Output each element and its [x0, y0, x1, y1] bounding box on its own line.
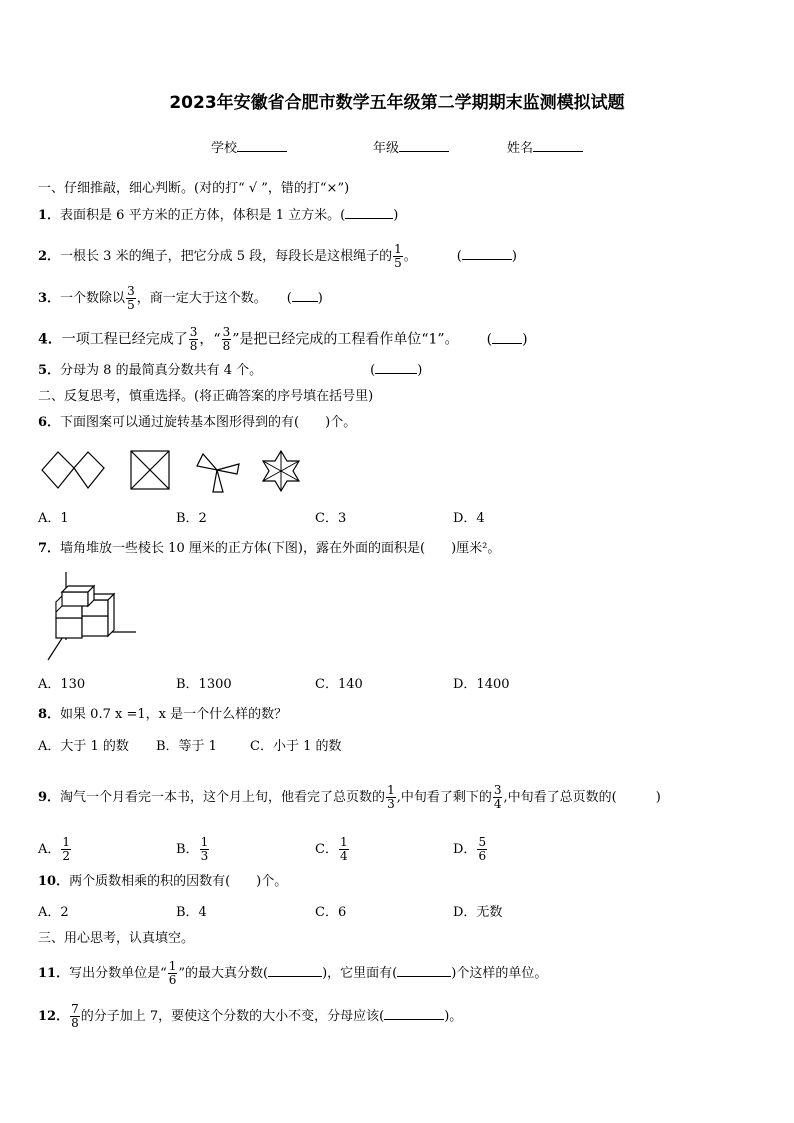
- q9-frac2-den: 4: [493, 797, 502, 811]
- q9-option-c[interactable]: [315, 836, 350, 863]
- q2-frac-den: 5: [394, 256, 402, 270]
- q3-frac-num: 3: [127, 284, 135, 298]
- q1-close: ): [393, 208, 399, 223]
- q9-option-d[interactable]: [453, 836, 488, 863]
- q3-answer-blank[interactable]: [292, 301, 318, 302]
- q12-number: 12．: [38, 1009, 70, 1024]
- q4-frac2-den: 8: [222, 339, 231, 353]
- q12-frac-num: 7: [71, 1002, 79, 1016]
- name-field: [507, 140, 583, 158]
- q4-answer-blank[interactable]: [492, 343, 522, 344]
- q9-option-b-fraction: [200, 836, 210, 863]
- q12-fraction: [70, 1003, 80, 1030]
- q3-open: (: [286, 291, 292, 306]
- q10-option-b[interactable]: B．4: [176, 905, 207, 920]
- q11-answer-blank-2[interactable]: [397, 976, 451, 977]
- question-6: [38, 414, 356, 432]
- q8-option-a[interactable]: A．大于 1 的数: [38, 739, 129, 754]
- q12-frac-den: 8: [71, 1016, 79, 1030]
- q7-option-a[interactable]: A．130: [38, 677, 86, 692]
- q4-text: 一项工程已经完成了: [61, 331, 188, 348]
- q4-frac1-num: 3: [189, 325, 198, 339]
- q9-option-d-label: D．: [453, 842, 477, 857]
- q3-text: 一个数除以: [60, 291, 126, 306]
- q3-number: 3．: [38, 291, 61, 306]
- q11-frac-num: 1: [168, 959, 177, 973]
- q9-option-a-fraction: [61, 836, 71, 863]
- q9-a-num: 1: [62, 835, 71, 849]
- question-8: [38, 706, 287, 724]
- q10-option-d[interactable]: D．无数: [453, 905, 503, 920]
- q2-fraction: [393, 243, 403, 270]
- q5-close: ): [417, 363, 423, 378]
- q7-figure-cubes: [44, 570, 140, 662]
- q4-number: 4．: [38, 331, 62, 348]
- q7-option-b[interactable]: B．1300: [176, 677, 232, 692]
- q1-text: 表面积是 6 平方米的正方体，体积是 1 立方米。(: [60, 208, 346, 223]
- question-11: [38, 960, 547, 987]
- q11-mid2: )，它里面有(: [322, 966, 398, 981]
- q6-figure-star: [259, 449, 303, 493]
- q9-c-den: 4: [339, 849, 348, 863]
- q9-mid: ,中旬看了剩下的: [396, 790, 492, 805]
- q2-answer-blank[interactable]: [462, 259, 512, 260]
- q9-frac1-num: 1: [387, 783, 395, 797]
- q9-option-a-label: A．: [38, 842, 61, 857]
- section-1-heading: 一、仔细推敲，细心判断。(对的打“ √ ”，错的打“×”): [38, 181, 350, 196]
- q4-mid2: ”是把已经完成的工程看作单位“1”。: [232, 331, 459, 348]
- q4-fraction-1: [189, 326, 199, 353]
- q9-option-b[interactable]: [176, 836, 210, 863]
- q11-text: 写出分数单位是“: [69, 966, 167, 981]
- q10-option-c[interactable]: C．6: [315, 905, 347, 920]
- q2-open: (: [456, 249, 462, 264]
- grade-field: [373, 140, 449, 158]
- q4-mid1: ，“: [199, 331, 221, 348]
- q3-close: ): [317, 291, 323, 306]
- q4-close: ): [522, 331, 528, 348]
- q3-fraction: [126, 285, 136, 312]
- q6-figure-square-x: [130, 450, 170, 490]
- q9-b-num: 1: [200, 835, 209, 849]
- question-2: [38, 243, 517, 270]
- grade-blank[interactable]: [399, 151, 449, 152]
- school-blank[interactable]: [237, 151, 287, 152]
- q9-option-c-fraction: [339, 836, 349, 863]
- q9-option-c-label: C．: [315, 842, 338, 857]
- q6-text: 下面图案可以通过旋转基本图形得到的有( )个。: [60, 415, 357, 430]
- q4-fraction-2: [222, 326, 232, 353]
- q9-fraction-2: [493, 784, 503, 811]
- q9-d-den: 6: [478, 849, 487, 863]
- q9-b-den: 3: [200, 849, 209, 863]
- q6-figure-folded-squares: [40, 450, 106, 490]
- q12-end: )。: [444, 1009, 463, 1024]
- q5-open: (: [370, 363, 376, 378]
- q12-text: 的分子加上 7，要使这个分数的大小不变，分母应该(: [80, 1009, 385, 1024]
- q6-option-b[interactable]: B．2: [176, 511, 207, 526]
- q10-text: 两个质数相乘的积的因数有( )个。: [69, 874, 288, 889]
- q9-frac1-den: 3: [387, 797, 395, 811]
- question-5: [38, 362, 422, 380]
- q10-number: 10．: [38, 874, 70, 889]
- school-label: 学校: [211, 141, 238, 156]
- q11-end: )个这样的单位。: [451, 966, 548, 981]
- q1-number: 1．: [38, 208, 61, 223]
- question-12: [38, 1003, 462, 1030]
- name-blank[interactable]: [533, 151, 583, 152]
- q2-number: 2．: [38, 249, 61, 264]
- grade-label: 年级: [373, 141, 400, 156]
- q6-number: 6．: [38, 415, 61, 430]
- q10-option-a[interactable]: A．2: [38, 905, 69, 920]
- q11-frac-den: 6: [168, 973, 177, 987]
- q4-frac2-num: 3: [222, 325, 231, 339]
- question-7: [38, 540, 500, 558]
- q6-option-a[interactable]: A．1: [38, 511, 69, 526]
- q3-end: ，商一定大于这个数。: [136, 291, 267, 306]
- q2-close: ): [511, 249, 517, 264]
- q6-option-d[interactable]: D．4: [453, 511, 485, 526]
- q11-mid: ”的最大真分数(: [178, 966, 269, 981]
- q4-frac1-den: 8: [189, 339, 198, 353]
- section-2-heading: 二、反复思考，慎重选择。(将正确答案的序号填在括号里): [38, 389, 374, 404]
- q2-end: 。: [403, 249, 417, 264]
- q6-figure-pinwheel: [195, 450, 241, 494]
- q2-frac-num: 1: [394, 242, 402, 256]
- q2-text: 一根长 3 米的绳子，把它分成 5 段，每段长是这根绳子的: [60, 249, 393, 264]
- question-1: [38, 207, 398, 225]
- q9-frac2-num: 3: [493, 783, 502, 797]
- q9-d-num: 5: [478, 835, 487, 849]
- q5-answer-blank[interactable]: [375, 373, 417, 374]
- q9-fraction-1: [386, 784, 396, 811]
- q9-end: ,中旬看了总页数的( ): [503, 790, 661, 805]
- q5-number: 5．: [38, 363, 61, 378]
- question-10: [38, 873, 287, 891]
- q9-text: 淘气一个月看完一本书，这个月上旬，他看完了总页数的: [60, 790, 386, 805]
- q9-c-num: 1: [339, 835, 348, 849]
- section-3-heading: 三、用心思考，认真填空。: [38, 931, 195, 946]
- q1-answer-blank[interactable]: [345, 218, 393, 219]
- q3-frac-den: 5: [127, 298, 135, 312]
- q9-a-den: 2: [62, 849, 71, 863]
- q9-option-a[interactable]: [38, 836, 72, 863]
- question-9: [38, 784, 661, 811]
- q9-number: 9．: [38, 790, 61, 805]
- q9-option-d-fraction: [477, 836, 487, 863]
- school-field: [211, 140, 287, 158]
- q7-text: 墙角堆放一些棱长 10 厘米的正方体(下图)，露在外面的面积是( )厘米²。: [60, 541, 501, 556]
- q6-option-c[interactable]: C．3: [315, 511, 347, 526]
- name-label: 姓名: [507, 141, 534, 156]
- q11-fraction: [168, 960, 178, 987]
- q5-text: 分母为 8 的最简真分数共有 4 个。: [60, 363, 263, 378]
- page-title: 2023年安徽省合肥市数学五年级第二学期期末监测模拟试题: [169, 93, 625, 113]
- q9-option-b-label: B．: [176, 842, 199, 857]
- q11-number: 11．: [38, 966, 70, 981]
- q8-option-c[interactable]: C．小于 1 的数: [250, 739, 342, 754]
- q8-number: 8．: [38, 707, 61, 722]
- q7-option-c[interactable]: C．140: [315, 677, 363, 692]
- q7-number: 7．: [38, 541, 61, 556]
- q4-open: (: [486, 331, 493, 348]
- q8-text: 如果 0.7 x =1，x 是一个什么样的数？: [60, 707, 288, 722]
- question-3: [38, 285, 323, 312]
- q8-option-b[interactable]: B．等于 1: [156, 739, 217, 754]
- q7-option-d[interactable]: D．1400: [453, 677, 510, 692]
- q12-answer-blank[interactable]: [384, 1019, 444, 1020]
- q11-answer-blank-1[interactable]: [268, 976, 322, 977]
- question-4: [38, 326, 528, 353]
